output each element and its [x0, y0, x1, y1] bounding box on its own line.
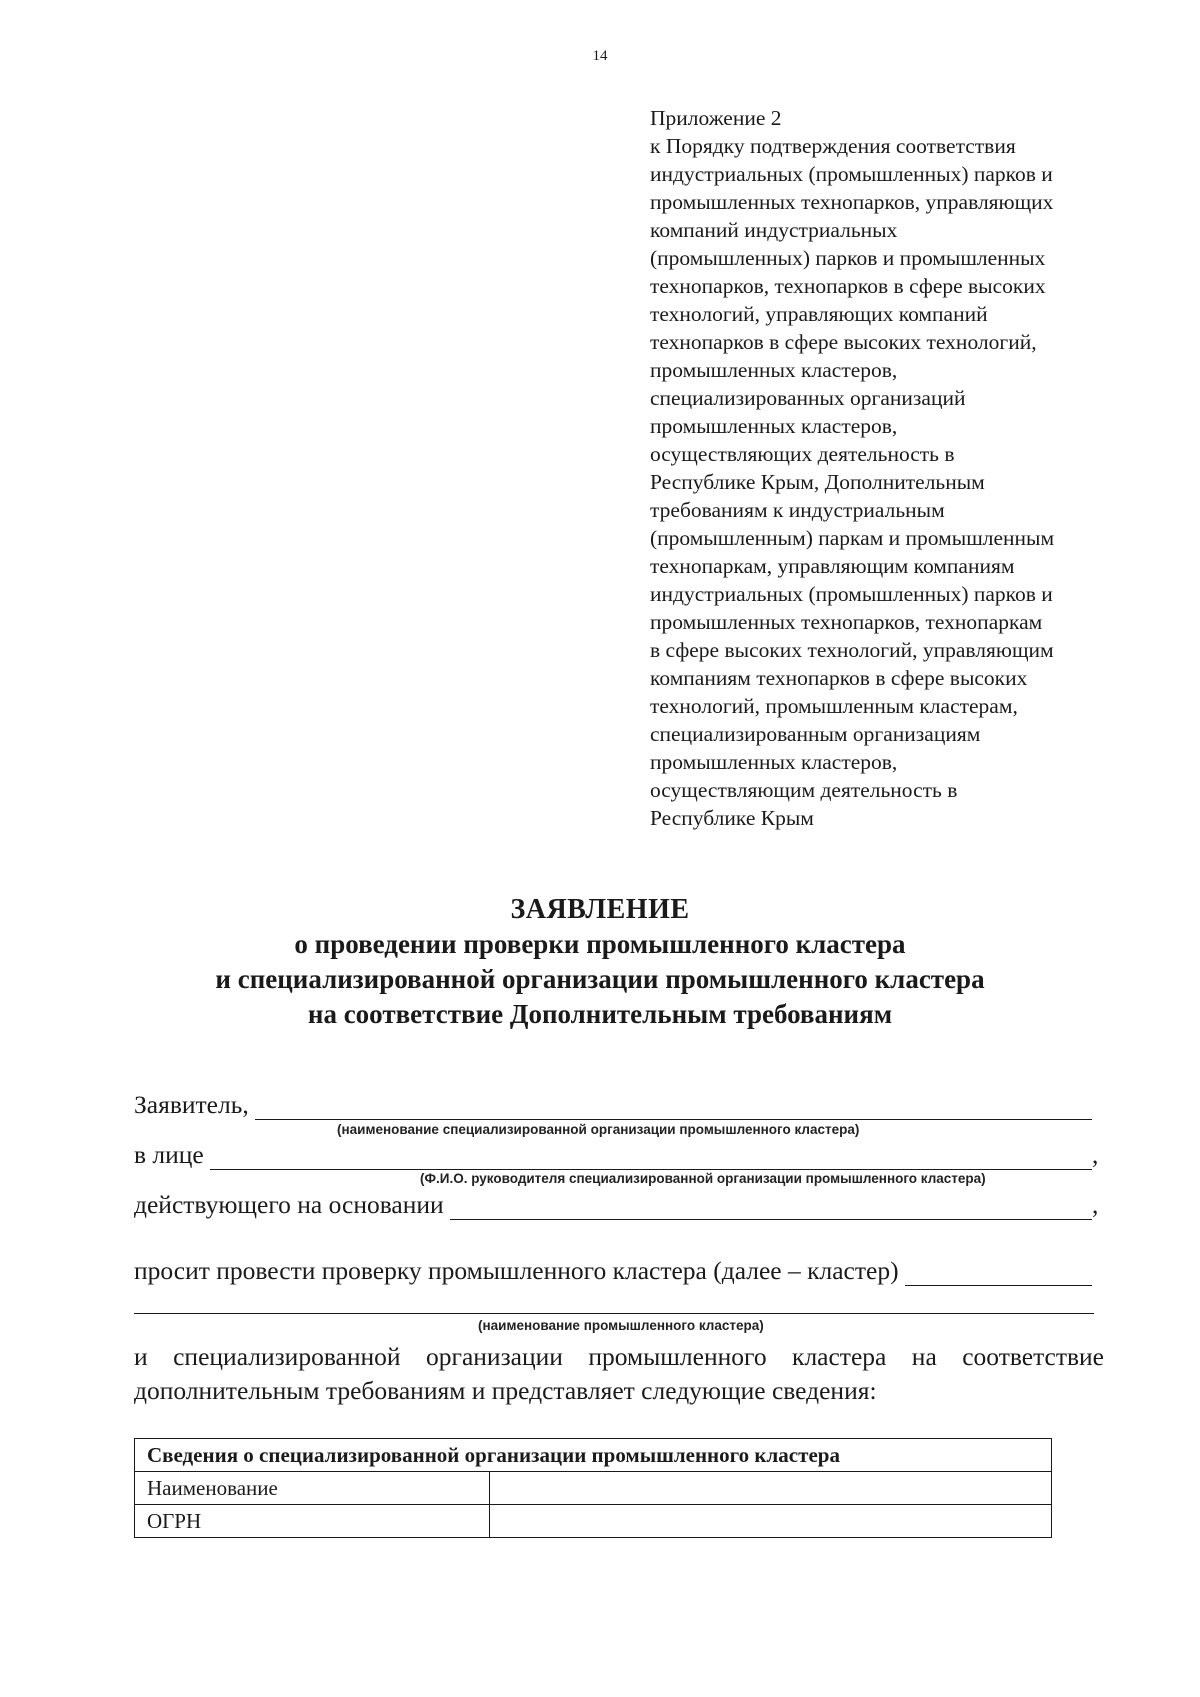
appendix-line: промышленных кластеров, [650, 358, 898, 382]
appendix-line: промышленных технопарков, технопаркам [650, 610, 1043, 634]
appendix-line: специализированным организациям [650, 722, 981, 746]
applicant-field[interactable] [255, 1095, 1092, 1120]
title-line: о проведении проверки промышленного кластера [294, 929, 906, 959]
table-row [135, 1505, 1052, 1538]
applicant-hint: (наименование специализированной организации промышленного кластера) [337, 1122, 860, 1137]
appendix-line: осуществляющих деятельность в [650, 442, 955, 466]
appendix-line: компаниям технопарков в сфере высоких [650, 666, 1028, 690]
appendix-line: промышленных кластеров, [650, 414, 898, 438]
appendix-line: Республике Крым [650, 806, 814, 830]
row-label-ogrn: ОГРН [135, 1505, 490, 1538]
basis-row [134, 1190, 1104, 1220]
appendix-line: технологий, промышленным кластерам, [650, 694, 1018, 718]
appendix-line: технологий, управляющих компаний [650, 302, 988, 326]
appendix-line: технопарков, технопарков в сфере высоких [650, 274, 1046, 298]
document-title [0, 892, 1200, 1032]
appendix-block [650, 104, 1120, 832]
person-comma: , [1092, 1140, 1099, 1169]
appendix-line: к Порядку подтверждения соответствия [650, 134, 1016, 158]
basis-label: действующего на основании [134, 1190, 444, 1219]
appendix-line: технопаркам, управляющим компаниям [650, 554, 1015, 578]
appendix-line: специализированных организаций [650, 386, 966, 410]
request-row [134, 1256, 1104, 1286]
appendix-line: (промышленным) паркам и промышленным [650, 526, 1055, 550]
applicant-label: Заявитель, [134, 1090, 249, 1119]
intro-paragraph [134, 1340, 1104, 1408]
organization-info-table [134, 1438, 1052, 1538]
title-line: на соответствие Дополнительным требованиям [307, 999, 893, 1029]
appendix-line: (промышленных) парков и промышленных [650, 246, 1046, 270]
paragraph-line: дополнительным требованиям и представляет следующие сведения: [134, 1376, 877, 1405]
appendix-line: требованиям к индустриальным [650, 498, 945, 522]
basis-field[interactable] [450, 1195, 1092, 1220]
appendix-line: Республике Крым, Дополнительным [650, 470, 985, 494]
appendix-line: осуществляющим деятельность в [650, 778, 958, 802]
paragraph-line: и специализированной организации промышленного кластера на соответствие [134, 1342, 1104, 1371]
title-line: и специализированной организации промышленного кластера [215, 964, 985, 994]
appendix-line: в сфере высоких технологий, управляющим [650, 638, 1054, 662]
title-heading: ЗАЯВЛЕНИЕ [510, 894, 690, 925]
row-label-name: Наименование [135, 1472, 490, 1505]
appendix-line: промышленных технопарков, управляющих [650, 190, 1054, 214]
appendix-line: Приложение 2 [650, 106, 782, 130]
cluster-hint: (наименование промышленного кластера) [478, 1318, 764, 1333]
appendix-line: компаний индустриальных [650, 218, 898, 242]
appendix-line: промышленных кластеров, [650, 750, 898, 774]
cluster-name-field[interactable] [905, 1261, 1092, 1286]
basis-comma: , [1092, 1190, 1099, 1219]
request-label: просит провести проверку промышленного кластера (далее – кластер) [134, 1256, 899, 1285]
cluster-name-field-continued[interactable] [134, 1313, 1094, 1314]
appendix-line: индустриальных (промышленных) парков и [650, 582, 1053, 606]
person-field[interactable] [210, 1145, 1092, 1170]
person-hint: (Ф.И.О. руководителя специализированной организации промышленного кластера) [420, 1171, 986, 1186]
applicant-row [134, 1090, 1104, 1120]
appendix-line: индустриальных (промышленных) парков и [650, 162, 1053, 186]
person-label: в лице [134, 1140, 204, 1169]
row-value-name[interactable] [490, 1472, 1052, 1505]
page-number: 14 [592, 48, 608, 64]
appendix-line: технопарков в сфере высоких технологий, [650, 330, 1037, 354]
row-value-ogrn[interactable] [490, 1505, 1052, 1538]
person-row [134, 1140, 1104, 1170]
table-header: Сведения о специализированной организации промышленного кластера [135, 1439, 1052, 1472]
table-row [135, 1472, 1052, 1505]
